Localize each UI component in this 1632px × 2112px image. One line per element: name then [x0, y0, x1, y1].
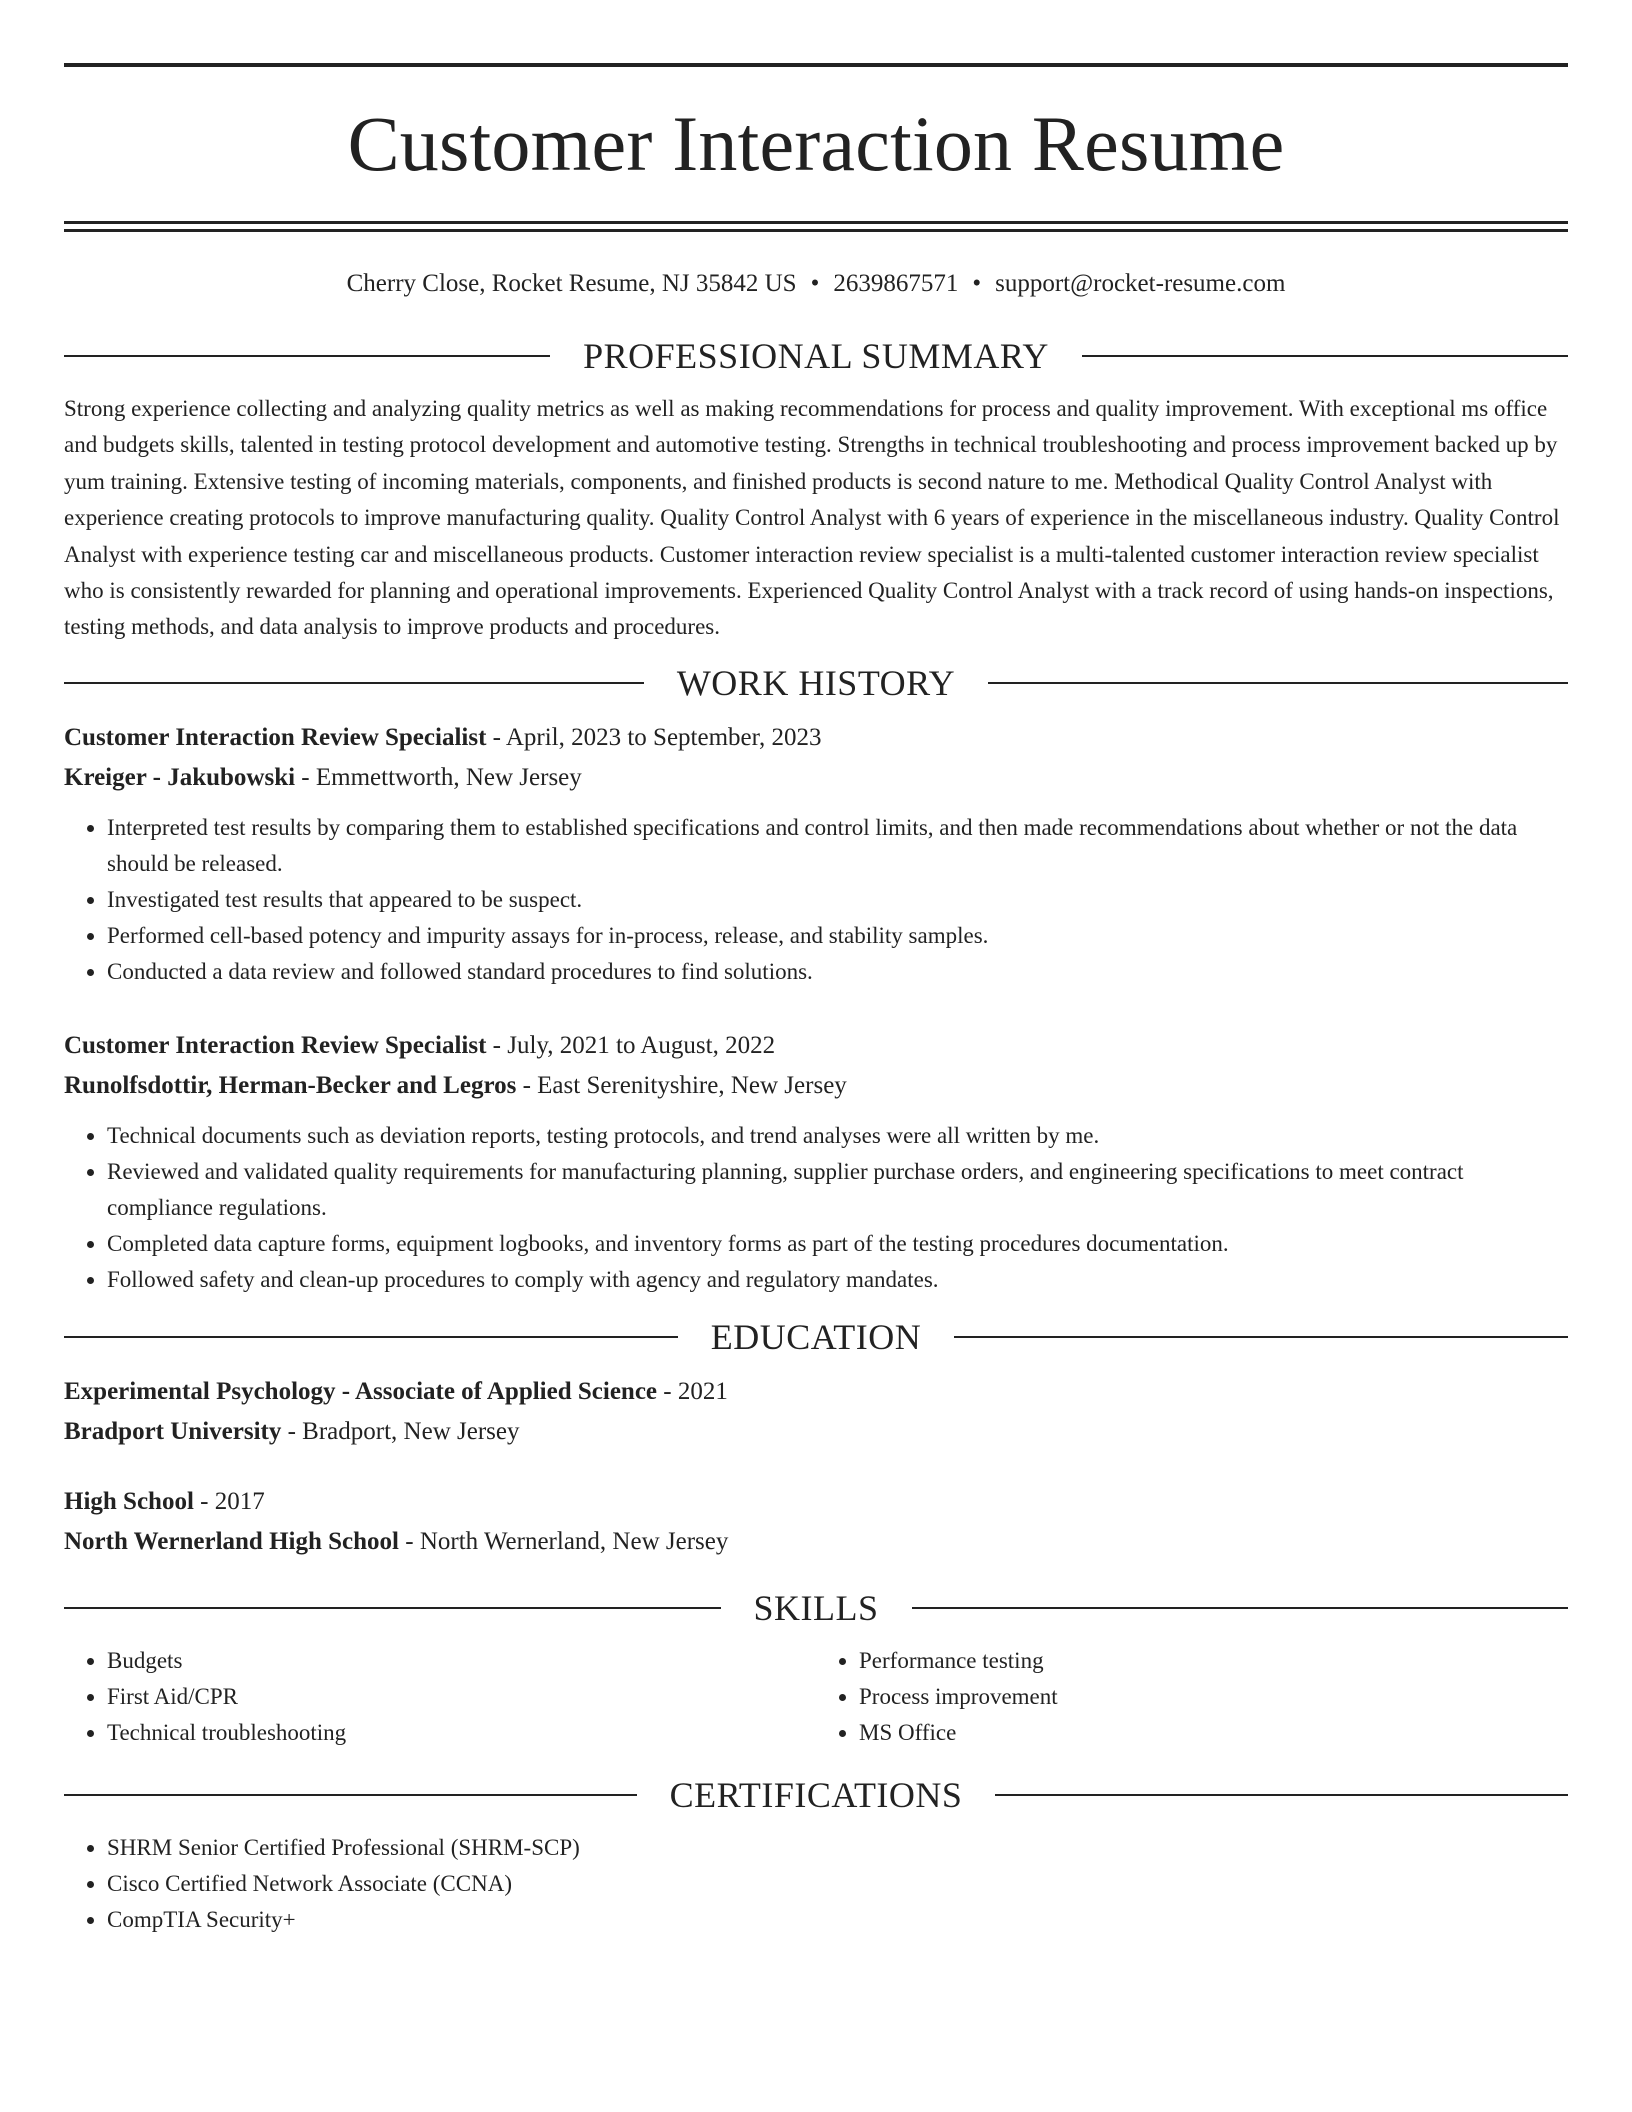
certifications-list — [64, 1830, 1568, 1938]
education-location: - North Wernerland, New Jersey — [399, 1527, 729, 1555]
resume-title: Customer Interaction Resume — [347, 100, 1285, 187]
job-bullet: • Technical documents such as deviation reports, testing protocols, and trend analyses were all written by me. — [107, 1118, 1568, 1154]
education-entry — [64, 1482, 1568, 1562]
heading-rule — [954, 1336, 1568, 1338]
section-heading-education — [64, 1315, 1568, 1359]
skills-column-right — [816, 1643, 1568, 1751]
section-heading-summary — [64, 334, 1568, 378]
job-bullet: • Completed data capture forms, equipment logbooks, and inventory forms as part of the testing procedures documentation. — [107, 1226, 1568, 1262]
job-company-line — [64, 1066, 1568, 1106]
education-school-line — [64, 1412, 1568, 1452]
heading-rule — [1082, 355, 1568, 357]
skills-grid — [64, 1643, 1568, 1751]
section-title: EDUCATION — [710, 1316, 922, 1357]
contact-address: Cherry Close, Rocket Resume, NJ 35842 US — [346, 270, 797, 297]
job-title-line — [64, 1026, 1568, 1066]
summary-paragraph: Strong experience collecting and analyzing quality metrics as well as making recommendations for process and quality improvement. With exceptional ms office and budgets skills, talented in testing protocol development and automotive testing. Strengths in technical troubleshooting and process improvement backed up by yum training. Extensive testing of incoming materials, components, and finished products is second nature to me. Methodical Quality Control Analyst with experience creating protocols to improve manufacturing quality. Quality Control Analyst with 6 years of experience in the miscellaneous industry. Quality Control Analyst with experience testing car and miscellaneous products. Customer interaction review specialist is a multi-talented customer interaction review specialist who is consistently rewarded for planning and operational improvements. Experienced Quality Control Analyst with a track record of using hands-on inspections, testing methods, and data analysis to improve products and procedures. — [64, 396, 1560, 640]
contact-separator: • — [972, 270, 982, 297]
heading-rule — [64, 1794, 637, 1796]
skill-item: • Technical troubleshooting — [107, 1715, 816, 1751]
education-degree: Experimental Psychology - Associate of Applied Science — [64, 1377, 658, 1405]
heading-rule — [64, 1607, 721, 1609]
skill-item: • Process improvement — [859, 1679, 1568, 1715]
section-heading-certifications — [64, 1773, 1568, 1817]
education-year: - 2021 — [657, 1377, 728, 1405]
certification-item: • CompTIA Security+ — [107, 1902, 1568, 1938]
education-location: - Bradport, New Jersey — [281, 1417, 520, 1445]
section-heading-skills — [64, 1586, 1568, 1630]
job-bullet: • Interpreted test results by comparing them to established specifications and control limits, and then made recommendations about whether or not the data should be released. — [107, 810, 1568, 882]
job-company: Runolfsdottir, Herman-Becker and Legros — [64, 1071, 517, 1099]
education-school: Bradport University — [64, 1417, 282, 1445]
job-company-line — [64, 758, 1568, 798]
education-year: - 2017 — [193, 1487, 265, 1515]
heading-rule — [64, 1336, 678, 1338]
contact-phone: 2639867571 — [833, 270, 959, 297]
education-degree-line — [64, 1482, 1568, 1522]
education-degree-line — [64, 1372, 1568, 1412]
heading-rule — [988, 682, 1568, 684]
job-title: Customer Interaction Review Specialist — [64, 723, 487, 751]
job-bullets — [64, 810, 1568, 990]
skills-column-left — [64, 1643, 816, 1751]
job-location: - East Serenityshire, New Jersey — [516, 1071, 847, 1099]
skill-item: • MS Office — [859, 1715, 1568, 1751]
section-title: CERTIFICATIONS — [669, 1774, 963, 1815]
heading-rule — [912, 1607, 1569, 1609]
top-rule — [64, 63, 1568, 67]
job-bullets — [64, 1118, 1568, 1298]
job-title: Customer Interaction Review Specialist — [64, 1031, 487, 1059]
job-bullet: • Followed safety and clean-up procedures to comply with agency and regulatory mandates. — [107, 1262, 1568, 1298]
certification-item: • SHRM Senior Certified Professional (SHRM-SCP) — [107, 1830, 1568, 1866]
skill-item: • First Aid/CPR — [107, 1679, 816, 1715]
job-entry — [64, 718, 1568, 990]
section-title: SKILLS — [753, 1587, 879, 1628]
skill-item: • Budgets — [107, 1643, 816, 1679]
job-dates: - April, 2023 to September, 2023 — [486, 723, 822, 751]
education-entry — [64, 1372, 1568, 1452]
heading-rule — [64, 682, 644, 684]
job-bullet: • Reviewed and validated quality requirements for manufacturing planning, supplier purchase orders, and engineering specifications to meet contract compliance regulations. — [107, 1154, 1568, 1226]
education-school-line — [64, 1522, 1568, 1562]
contact-email: support@rocket-resume.com — [995, 270, 1286, 297]
job-dates: - July, 2021 to August, 2022 — [486, 1031, 776, 1059]
section-title: WORK HISTORY — [676, 662, 956, 703]
job-location: - Emmettworth, New Jersey — [295, 763, 582, 791]
contact-separator: • — [810, 270, 820, 297]
job-entry — [64, 1026, 1568, 1298]
job-bullet: • Conducted a data review and followed standard procedures to find solutions. — [107, 954, 1568, 990]
section-heading-work-history — [64, 661, 1568, 705]
title-double-rule — [64, 221, 1568, 232]
job-bullet: • Investigated test results that appeared to be suspect. — [107, 882, 1568, 918]
heading-rule — [995, 1794, 1568, 1796]
contact-line — [64, 268, 1568, 300]
section-title: PROFESSIONAL SUMMARY — [583, 336, 1049, 376]
education-degree: High School — [64, 1487, 194, 1515]
heading-rule — [64, 355, 550, 357]
education-school: North Wernerland High School — [64, 1527, 399, 1555]
job-bullet: • Performed cell-based potency and impurity assays for in-process, release, and stability samples. — [107, 918, 1568, 954]
job-title-line — [64, 718, 1568, 758]
job-company: Kreiger - Jakubowski — [64, 763, 296, 791]
skill-item: • Performance testing — [859, 1643, 1568, 1679]
certification-item: • Cisco Certified Network Associate (CCNA) — [107, 1866, 1568, 1902]
